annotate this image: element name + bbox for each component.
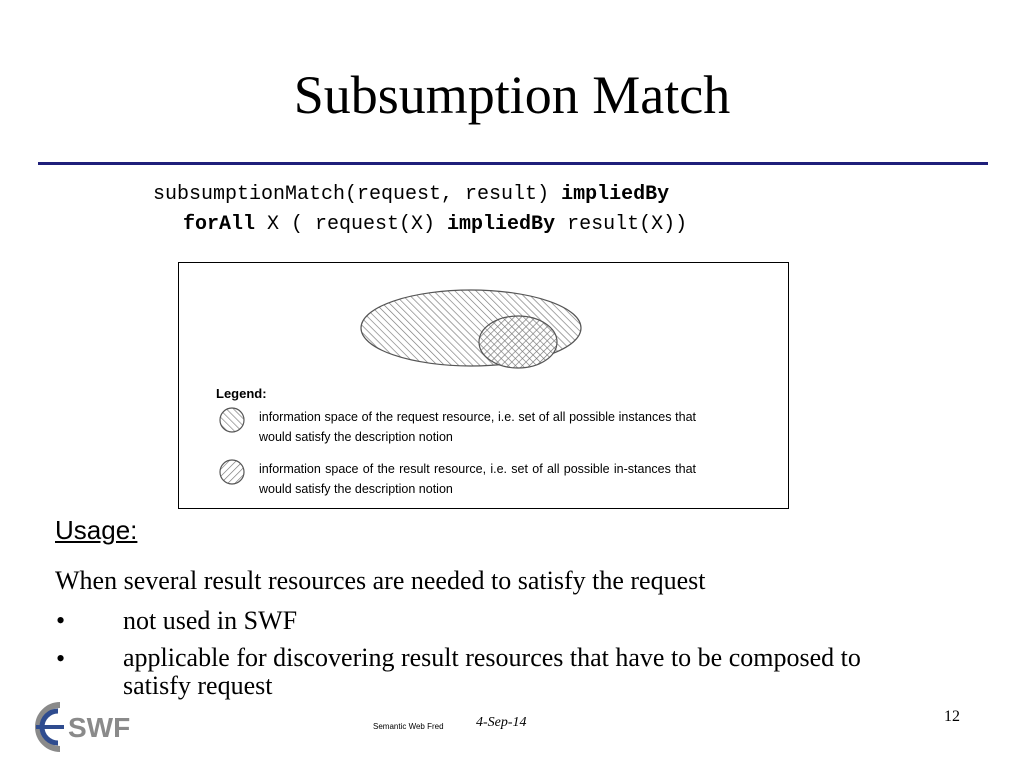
swf-logo-text: SWF bbox=[68, 712, 131, 743]
bullet-marker: • bbox=[56, 606, 66, 635]
slide-title: Subsumption Match bbox=[293, 65, 731, 125]
usage-text: When several result resources are needed to satisfy the request bbox=[55, 566, 706, 595]
swf-logo-icon bbox=[30, 697, 140, 755]
keyword-implied-by: impliedBy bbox=[561, 183, 670, 206]
formula-line-1 bbox=[153, 183, 669, 207]
page-number: 12 bbox=[944, 708, 960, 725]
bullet-marker: • bbox=[56, 644, 66, 673]
bullet-item: not used in SWF bbox=[123, 606, 298, 635]
legend-request-swatch bbox=[220, 408, 244, 432]
keyword-for-all: forAll bbox=[183, 213, 256, 236]
title-divider bbox=[38, 162, 988, 165]
usage-heading: Usage: bbox=[55, 515, 138, 545]
swf-logo bbox=[30, 697, 140, 755]
formula-text: X ( request(X) bbox=[255, 213, 448, 236]
legend-result-desc: information space of the result resource, i.e. set of all possible in-stances that would satisfy the description notion bbox=[259, 462, 696, 496]
legend-title: Legend: bbox=[216, 386, 267, 401]
formula-text: result(X)) bbox=[555, 213, 688, 236]
footer-center-text: Semantic Web Fred bbox=[373, 722, 444, 731]
legend-request-desc: information space of the request resource, i.e. set of all possible instances that would satisfy the description notion bbox=[259, 410, 696, 444]
result-ellipse-hatch-b bbox=[479, 316, 557, 368]
bullet-item: applicable for discovering result resources that have to be composed to satisfy request bbox=[123, 643, 861, 700]
footer-date: 4-Sep-14 bbox=[476, 715, 527, 730]
formula-text: subsumptionMatch(request, result) bbox=[153, 183, 562, 206]
legend-result-swatch bbox=[220, 460, 244, 484]
keyword-implied-by: impliedBy bbox=[447, 213, 556, 236]
formula-line-2 bbox=[183, 213, 687, 237]
venn-figure bbox=[178, 262, 789, 509]
